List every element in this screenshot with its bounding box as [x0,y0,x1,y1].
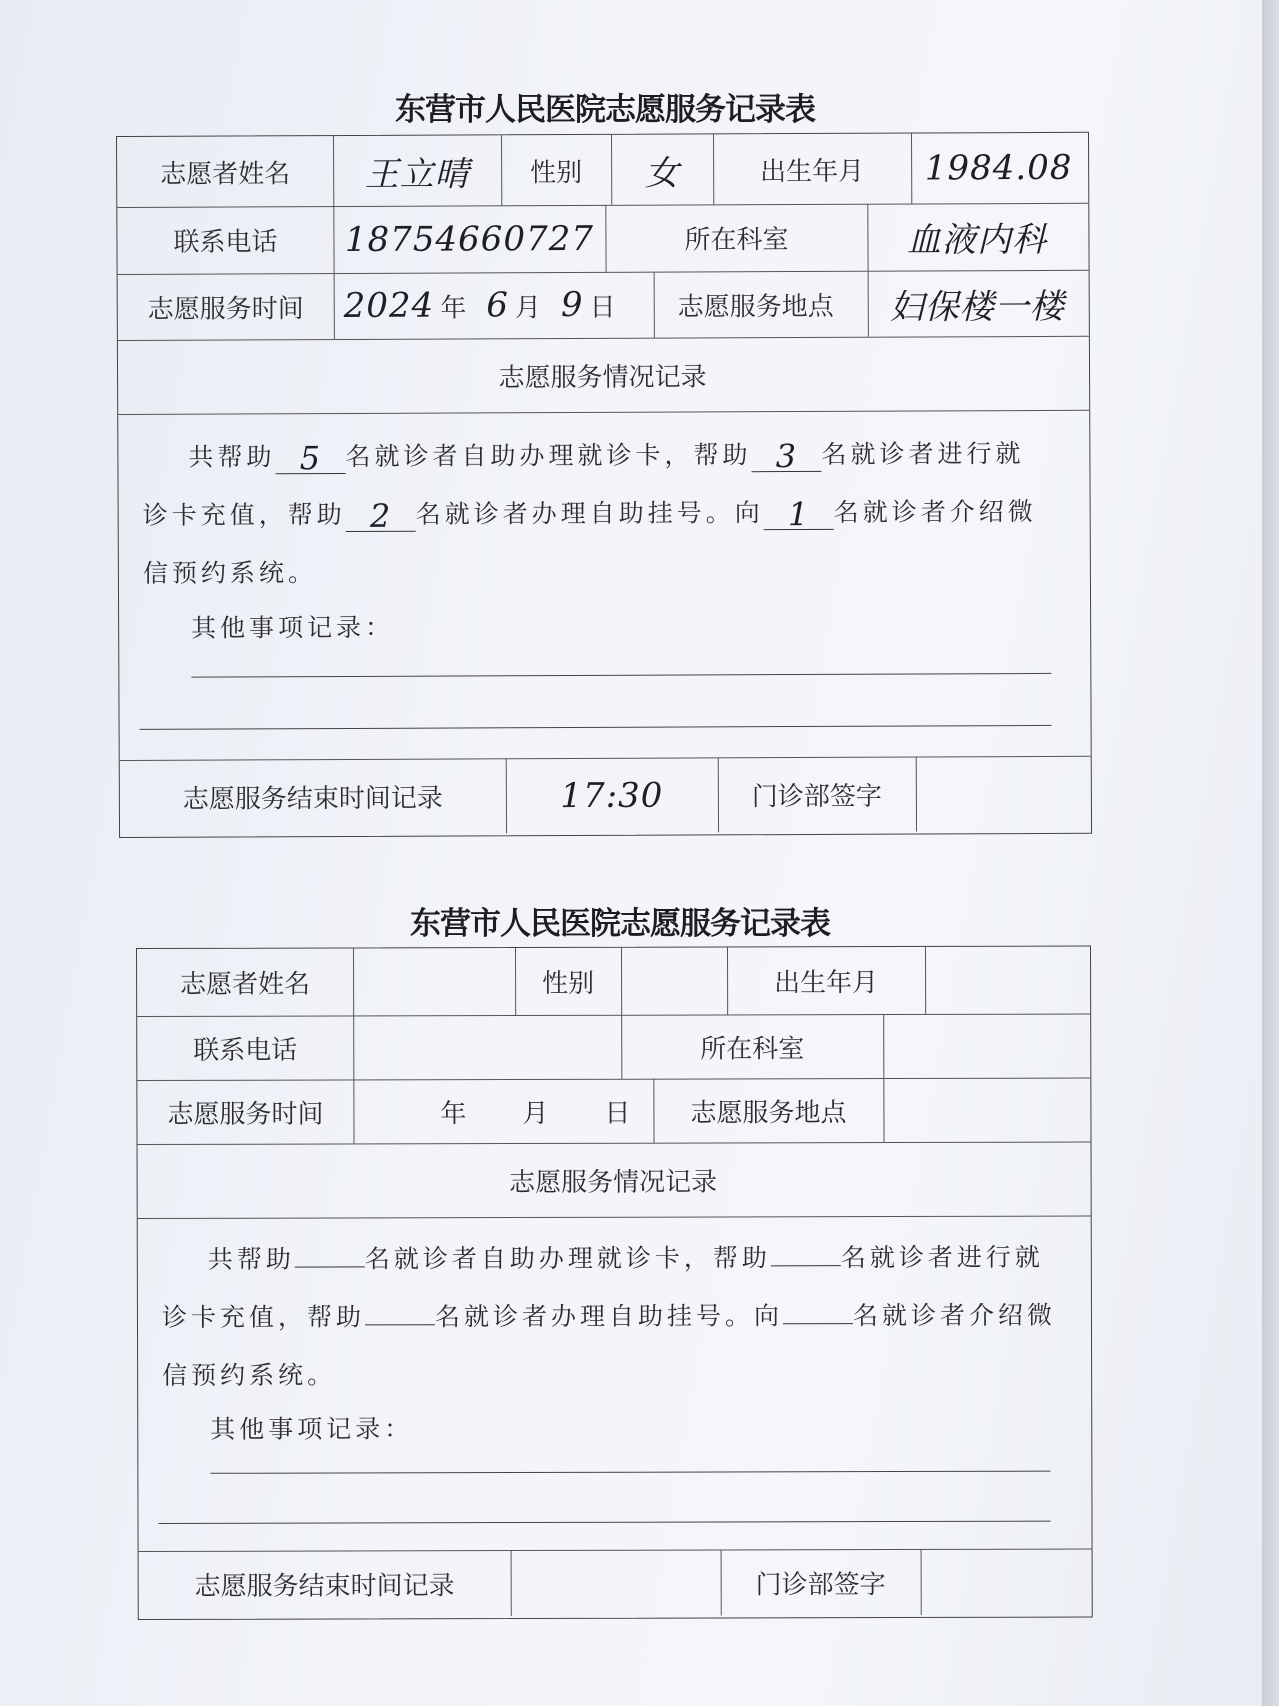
day-unit: 日 [604,1098,631,1129]
count-2-blank[interactable] [771,1265,841,1266]
other-items-line-2[interactable] [159,1521,1051,1524]
signature-value[interactable] [921,1549,1090,1615]
birth-handwriting: 1984.08 [924,147,1073,189]
other-items-line-2[interactable] [140,725,1052,730]
count-3-blank[interactable] [346,493,416,535]
form-1-title: 东营市人民医院志愿服务记录表 [395,92,815,128]
form-2-title: 东营市人民医院志愿服务记录表 [410,906,830,942]
record-line-2 [143,490,1072,533]
department-label: 所在科室 [605,204,868,272]
record-text-1c: 名就诊者进行就 [840,1242,1044,1273]
name-label: 志愿者姓名 [137,948,354,1016]
year-unit: 年 [440,1098,467,1129]
record-text-2a: 诊卡充值，帮助 [142,500,346,530]
year-handwriting: 2024 [343,285,435,327]
birth-label: 出生年月 [713,134,912,205]
department-value[interactable] [883,1014,1088,1079]
record-line-1 [208,1238,1073,1276]
other-items-label: 其他事项记录： [191,612,395,643]
record-header: 志愿服务情况记录 [498,361,707,393]
name-value[interactable] [333,135,502,206]
name-label: 志愿者姓名 [117,136,334,207]
end-time-value[interactable] [511,1549,722,1616]
form-1-row-identity [117,133,1088,208]
department-value[interactable] [867,203,1086,271]
record-text-1a: 共帮助 [188,442,276,472]
count-3-handwriting: 2 [369,496,392,535]
form-2 [136,945,1093,1619]
month-handwriting: 6 [486,285,510,326]
record-text-2c: 名就诊者介绍微 [833,496,1037,527]
signature-value[interactable] [916,756,1089,832]
phone-label: 联系电话 [117,206,334,274]
end-time-label: 志愿服务结束时间记录 [120,758,507,835]
form-1-row-contact [117,203,1088,275]
count-1-handwriting: 5 [299,439,322,478]
record-text-1b: 名就诊者自助办理就诊卡，帮助 [345,440,752,472]
gender-label: 性别 [501,135,612,205]
gender-handwriting: 女 [644,153,680,194]
record-header: 志愿服务情况记录 [509,1166,718,1198]
department-label: 所在科室 [621,1014,884,1079]
phone-value[interactable] [333,205,606,273]
birth-value[interactable] [911,133,1086,204]
form-1-row-end [120,756,1091,835]
day-handwriting: 9 [560,284,584,326]
year-unit: 年 [440,292,467,324]
phone-handwriting: 18754660727 [344,218,595,260]
name-value[interactable] [353,948,516,1015]
record-text-2a: 诊卡充值，帮助 [161,1302,366,1332]
service-time-label: 志愿服务时间 [137,1079,354,1144]
day-unit: 日 [589,292,616,323]
other-items-line-1[interactable] [210,1471,1050,1474]
record-line-1 [188,432,1071,478]
other-items-line-1[interactable] [191,673,1051,678]
end-time-label: 志愿服务结束时间记录 [139,1550,512,1617]
form-2-row-record-header [138,1142,1091,1219]
form-1 [116,132,1092,838]
page-edge [1262,0,1279,1706]
department-handwriting: 血液内科 [906,219,1048,261]
service-place-label: 志愿服务地点 [644,271,869,338]
record-text-1c: 名就诊者进行就 [821,439,1025,469]
signature-label: 门诊部签字 [721,1549,922,1616]
signature-label: 门诊部签字 [718,757,917,833]
birth-value[interactable] [925,947,1088,1014]
count-2-handwriting: 3 [775,437,798,476]
form-2-row-service [137,1078,1090,1145]
service-time-label: 志愿服务时间 [118,273,335,340]
month-unit: 月 [522,1098,549,1129]
form-1-row-record-body [118,410,1091,761]
place-handwriting: 妇保楼一楼 [889,286,1065,328]
count-2-blank[interactable] [751,433,821,476]
phone-value[interactable] [353,1015,622,1080]
month-unit: 月 [514,292,542,323]
record-text-2c: 名就诊者介绍微 [852,1300,1057,1331]
record-text-2b: 名就诊者办理自助挂号。向 [434,1301,784,1332]
gender-value[interactable] [621,947,728,1014]
count-4-handwriting: 1 [787,494,810,534]
record-line-3: 信预约系统。 [142,558,317,588]
name-handwriting: 王立晴 [364,153,470,195]
birth-label: 出生年月 [727,947,926,1015]
form-2-row-record-body [138,1216,1092,1552]
form-2-row-contact [137,1014,1090,1081]
service-place-label: 志愿服务地点 [653,1078,884,1143]
service-place-value[interactable] [868,270,1087,337]
record-text-1a: 共帮助 [207,1244,295,1274]
form-1-row-record-header [118,336,1089,415]
gender-value[interactable] [611,134,714,204]
other-items-label: 其他事项记录： [210,1414,414,1444]
end-time-value[interactable] [506,757,719,833]
count-1-blank[interactable] [275,435,345,478]
count-1-blank[interactable] [295,1266,365,1267]
phone-label: 联系电话 [137,1015,354,1080]
count-4-blank[interactable] [783,1323,853,1324]
record-line-3: 信预约系统。 [162,1360,337,1390]
form-2-row-end [139,1549,1092,1617]
service-place-value[interactable] [883,1078,1088,1143]
form-2-row-identity [137,947,1090,1017]
service-date-value[interactable] [334,272,655,339]
gender-label: 性别 [515,948,622,1015]
form-1-row-service [118,270,1089,341]
record-text-2b: 名就诊者办理自助挂号。向 [415,498,764,529]
count-4-blank[interactable] [764,491,834,534]
service-date-value[interactable] [353,1079,654,1144]
count-3-blank[interactable] [365,1324,435,1325]
end-time-handwriting: 17:30 [560,775,664,816]
record-text-1b: 名就诊者自助办理就诊卡，帮助 [364,1243,771,1274]
record-line-2 [162,1296,1073,1334]
